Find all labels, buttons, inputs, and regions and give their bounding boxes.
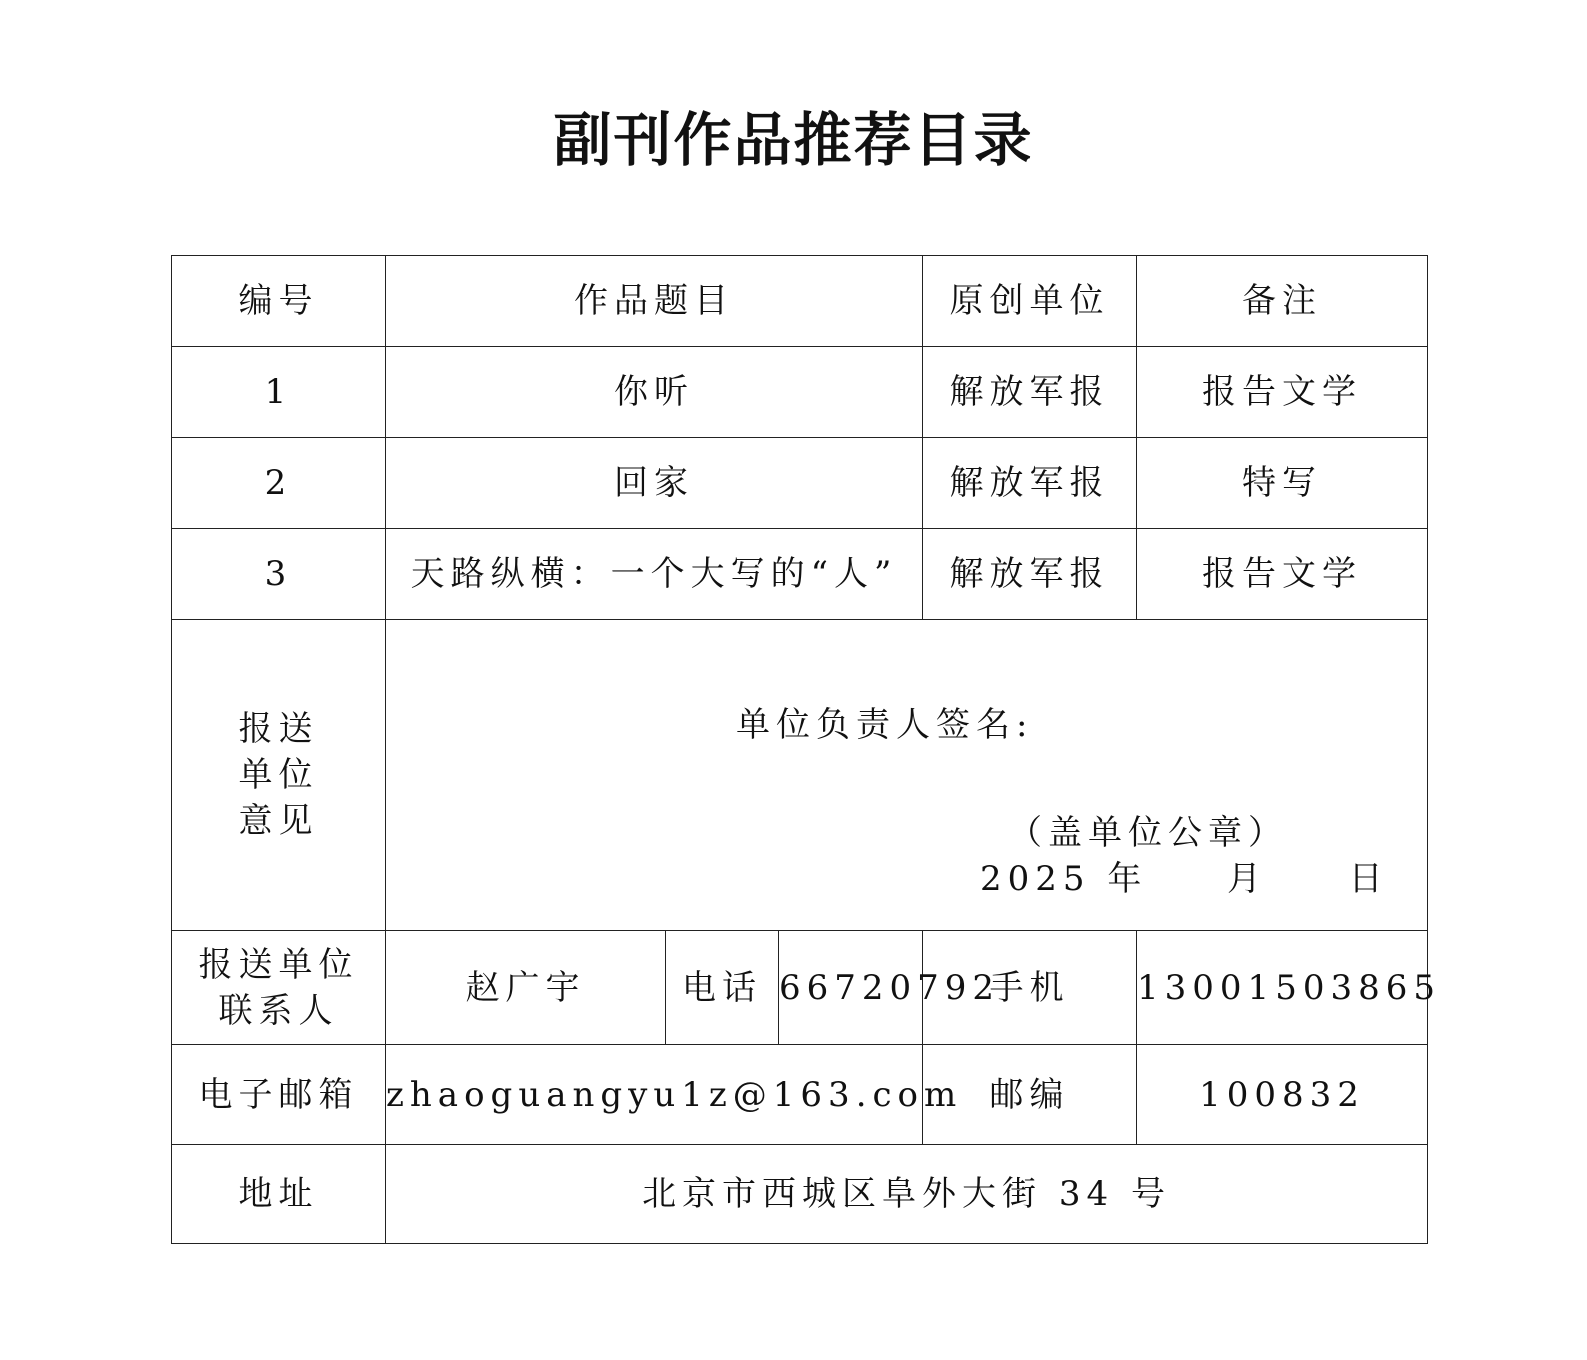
header-remarks: 备注 [1137, 256, 1428, 347]
email-label: 电子邮箱 [172, 1045, 386, 1145]
address-value: 北京市西城区阜外大街 34 号 [386, 1145, 1428, 1244]
address-row [172, 1145, 1428, 1244]
signature-label: 单位负责人签名: [736, 705, 1034, 745]
phone-label: 电话 [666, 931, 779, 1045]
phone-value: 66720792 [779, 931, 923, 1045]
email-row [172, 1045, 1428, 1145]
work-title: 天路纵横：一个大写的“人” [386, 529, 923, 620]
work-number: 2 [172, 438, 386, 529]
header-number: 编号 [172, 256, 386, 347]
work-title: 你听 [386, 347, 923, 438]
postcode-value: 100832 [1137, 1045, 1428, 1145]
header-work-title: 作品题目 [386, 256, 923, 347]
table-row [172, 529, 1428, 620]
opinion-label-line: 单位 [238, 755, 319, 795]
opinion-label-line: 报送 [238, 709, 319, 749]
header-original-unit: 原创单位 [923, 256, 1137, 347]
email-value: zhaoguangyu1z@163.com [386, 1045, 923, 1145]
date-year-unit: 年 [1107, 859, 1148, 899]
mobile-label: 手机 [923, 931, 1137, 1045]
page-title: 副刊作品推荐目录 [553, 106, 1034, 174]
header-row [172, 256, 1428, 347]
mobile-value: 13001503865 [1137, 931, 1428, 1045]
date-line [980, 856, 1389, 902]
date-year: 2025 [980, 859, 1091, 899]
work-unit: 解放军报 [923, 438, 1137, 529]
opinion-label-line: 意见 [238, 801, 319, 841]
table-row [172, 347, 1428, 438]
recommendation-table [171, 255, 1441, 1244]
work-unit: 解放军报 [923, 529, 1137, 620]
table-row [172, 438, 1428, 529]
date-day-unit: 日 [1348, 859, 1389, 899]
contact-row [172, 931, 1428, 1045]
work-remark: 报告文学 [1137, 529, 1428, 620]
work-remark: 特写 [1137, 438, 1428, 529]
contact-label-line: 报送单位 [198, 944, 359, 985]
date-month-unit: 月 [1226, 859, 1267, 899]
address-label: 地址 [172, 1145, 386, 1244]
seal-label: （盖单位公章） [1008, 813, 1288, 853]
contact-name: 赵广宇 [386, 931, 666, 1045]
work-title: 回家 [386, 438, 923, 529]
postcode-label: 邮编 [923, 1045, 1137, 1145]
work-number: 1 [172, 347, 386, 438]
work-remark: 报告文学 [1137, 347, 1428, 438]
contact-label-line: 联系人 [218, 990, 339, 1031]
work-unit: 解放军报 [923, 347, 1137, 438]
work-number: 3 [172, 529, 386, 620]
contact-label [172, 931, 386, 1045]
opinion-label [172, 620, 386, 931]
opinion-row [172, 620, 1428, 931]
opinion-area[interactable] [386, 620, 1428, 931]
